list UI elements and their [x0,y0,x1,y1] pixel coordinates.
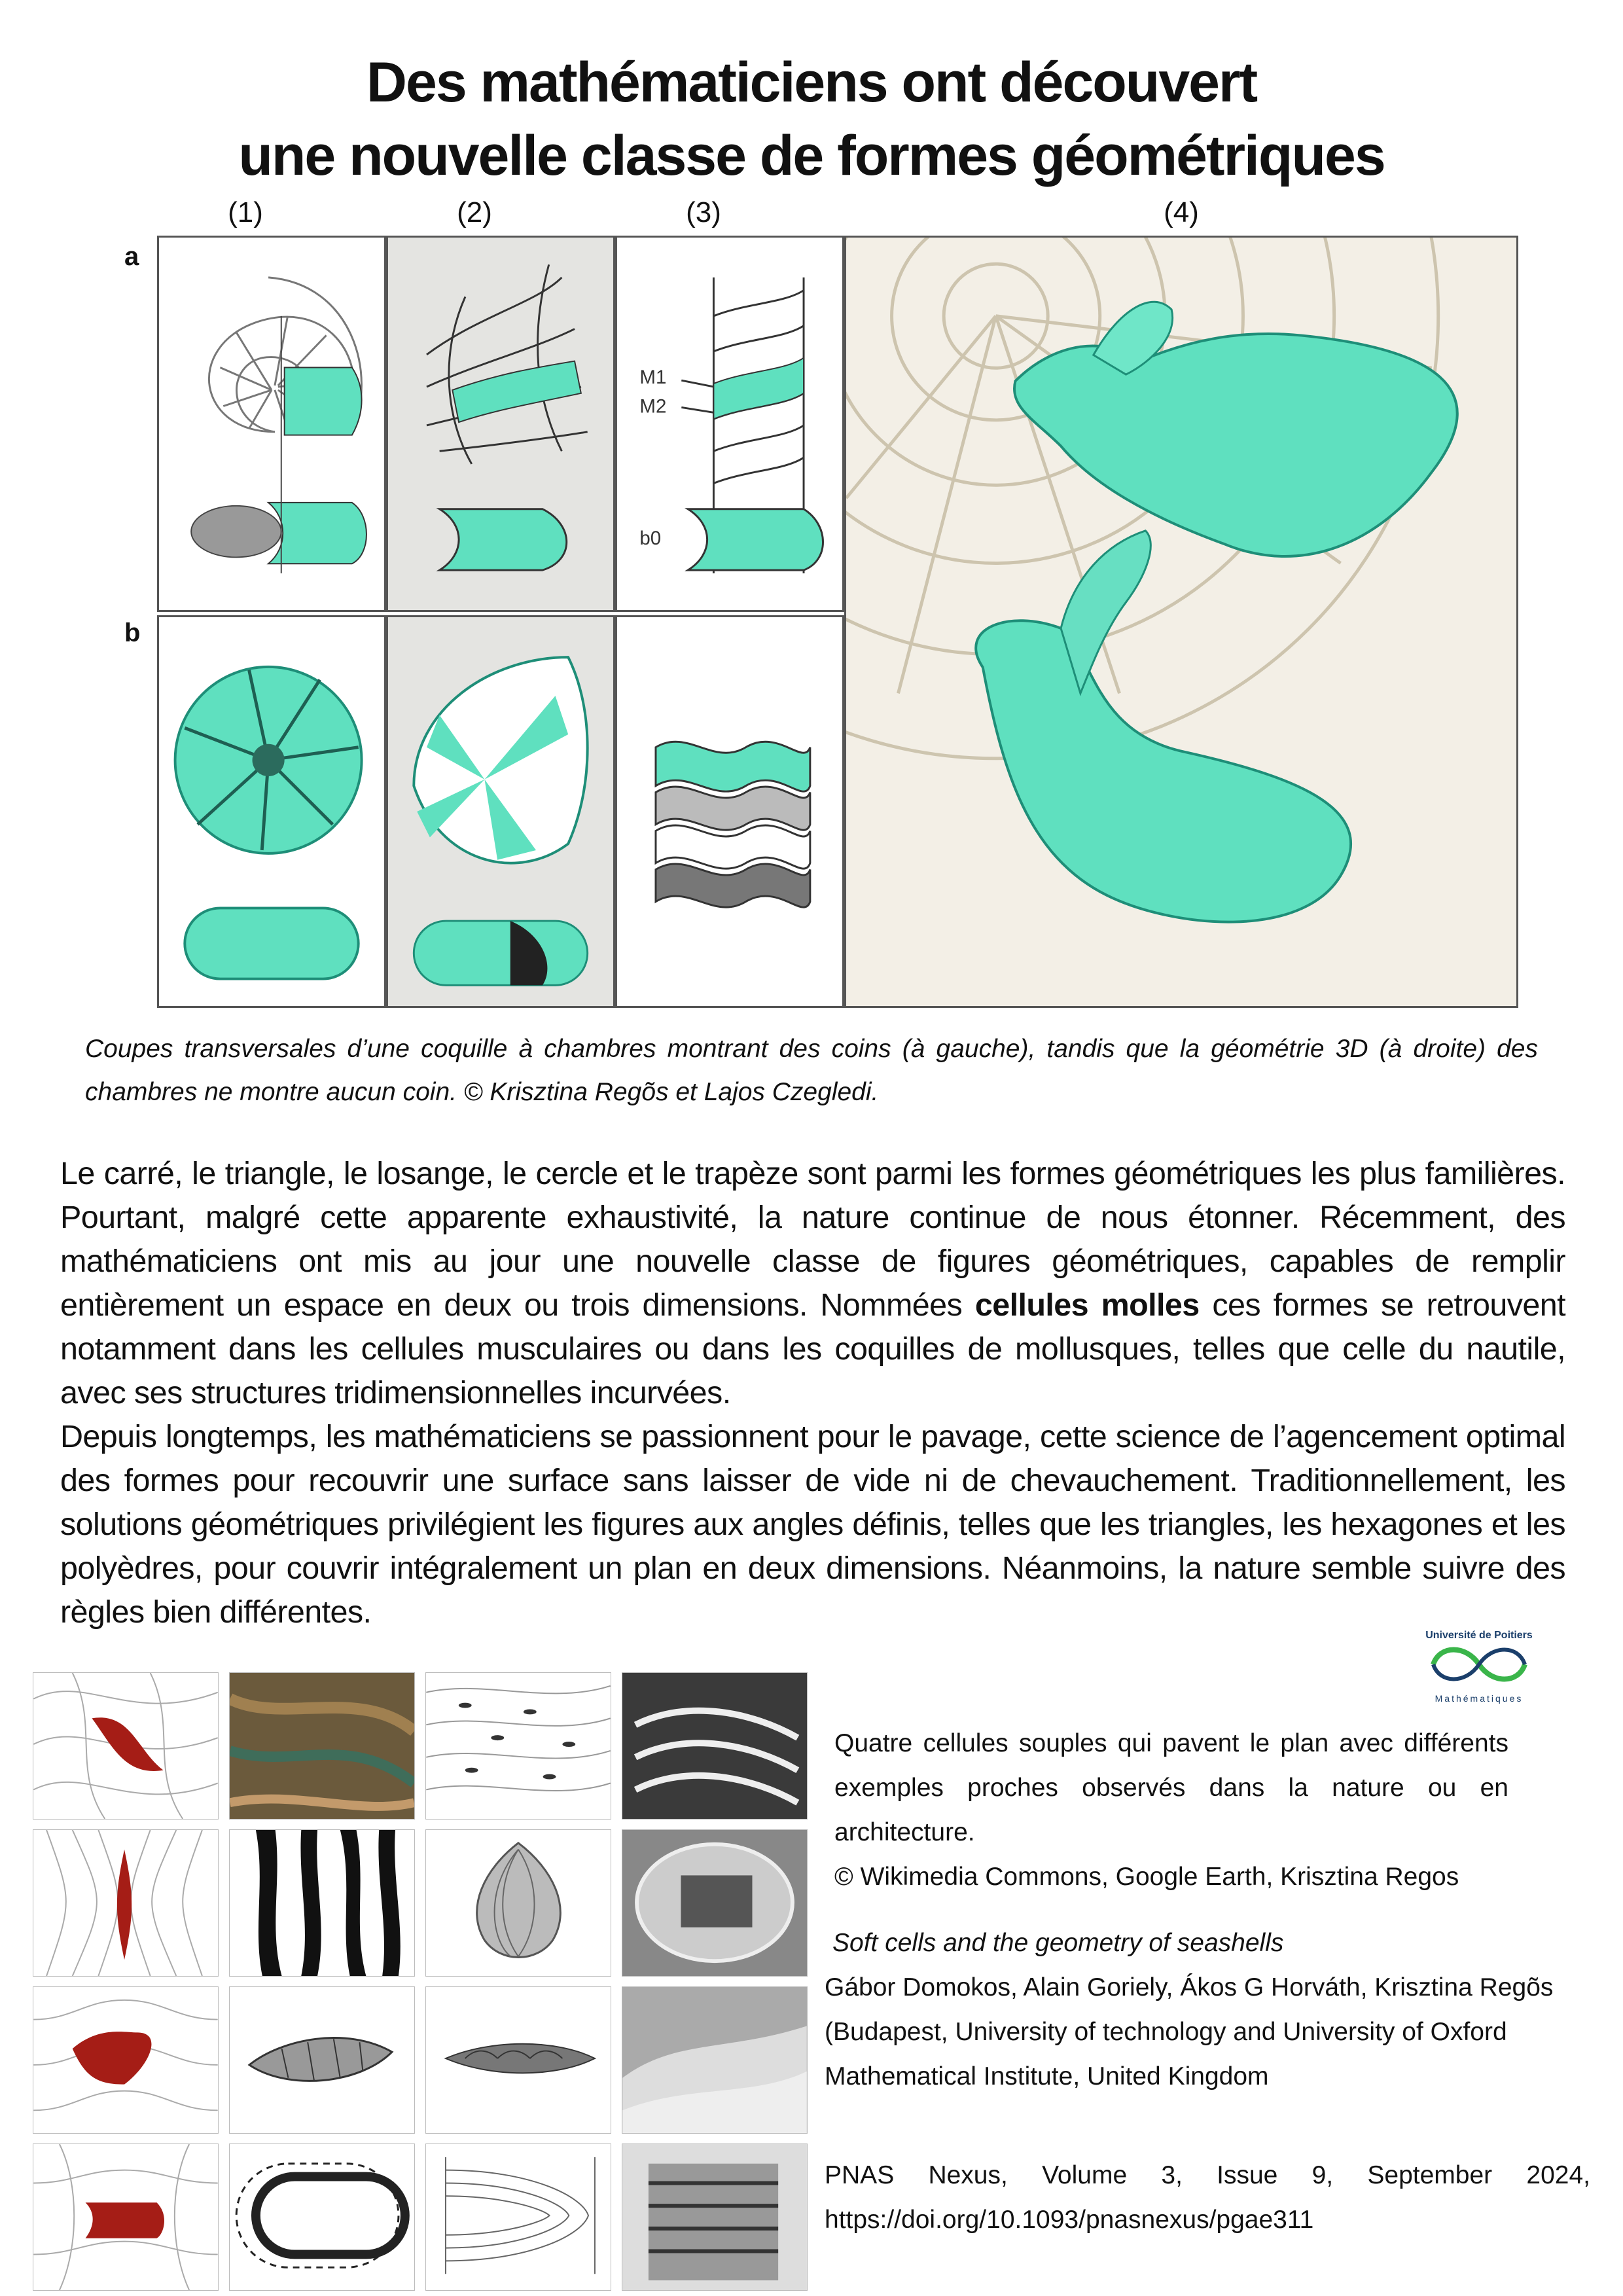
paragraph-1 [60,1152,1565,1415]
thumb-cell-diagram [229,2144,415,2291]
panel-b2-shell-3d [386,615,615,1008]
page-title [0,46,1623,192]
panel-b1-shell-3d [157,615,386,1008]
reference-block [825,1921,1590,2099]
thumb-soft-cell-tiling-2 [33,1829,219,1977]
panel-a3-chamber-sequence [615,236,844,612]
nautilus-section-drawing [159,238,384,610]
tiling-credits: © Wikimedia Commons, Google Earth, Krisztina Regos [834,1863,1459,1891]
figure-caption: Coupes transversales d’une coquille à chambres montrant des coins (à gauche), tandis que la géométrie 3D (à droite) des chambres ne montre aucun coin. © Krisztina Regõs et Lajos Czegledi. [85,1035,1538,1106]
thumb-satellite-delta [229,1672,415,1820]
thumb-soft-cell-tiling-4 [33,2144,219,2291]
tiling-caption-text: Quatre cellules souples qui pavent le plan avec différents exemples proches observés dans la nature ou en architecture. [834,1729,1508,1846]
thumb-dunes [622,1986,808,2134]
thumb-onion [425,1829,611,1977]
thumb-building [622,2144,808,2291]
reference-authors: Gábor Domokos, Alain Goriely, Ákos G Horváth, Krisztina Regõs [825,1973,1554,2001]
reference-title: Soft cells and the geometry of seashells [832,1929,1284,1957]
label-b0: b0 [639,527,662,549]
shell-figure [105,196,1518,1008]
thumb-cell-pattern [425,1672,611,1820]
thumb-zebra [229,1829,415,1977]
thumb-soft-cell-tiling-1 [33,1672,219,1820]
chamber-curves-drawing [388,238,613,610]
paragraph-2: Depuis longtemps, les mathématiciens se passionnent pour le pavage, cette science de l’agencement optimal des formes pour recouvrir une surface sans laisser de vide ni de chevauchement. Traditionnellement, les solutions géométriques privilégient les figures aux angles définis, telles que les triangles, les hexagones et les polyèdres, pour couvrir intégralement un plan en deux dimensions. Néanmoins, la nature semble suivre des règles bien différentes. [60,1419,1565,1630]
thumb-seashell [229,1986,415,2134]
thumb-stadium [622,1829,808,1977]
reference-affiliation: (Budapest, University of technology and University of Oxford Mathematical Institute, United Kingdom [825,2018,1507,2090]
row-label-b: b [124,619,141,647]
article-body [60,1152,1565,1634]
stacked-cells-render [617,617,842,1006]
title-line-1: Des mathématiciens ont découvert [366,51,1257,114]
logo-bottom-text: Mathématiques [1435,1693,1524,1704]
label-m2: M2 [639,395,667,418]
paragraph-1-end: ces formes se retrouvent notamment dans les cellules musculaires ou dans les coquilles de mollusques, telles que celle du nautile, avec ses structures tridimensionnelles incurvées. [60,1287,1565,1410]
tiling-examples-grid [33,1672,812,2291]
tiling-caption [834,1721,1508,1899]
panel-a2-chamber-curves [386,236,615,612]
panel-label-3: (3) [686,196,721,228]
thumb-wheat [425,1986,611,2134]
label-m1: M1 [639,367,667,389]
panel-label-4: (4) [1164,196,1199,228]
logo-top-text: Université de Poitiers [1425,1630,1533,1641]
highlight-term: cellules molles [974,1287,1200,1323]
panel-4-soft-cell-3d [844,236,1518,1008]
panel-a1-nautilus-section [157,236,386,612]
panel-b3-stacked-cells [615,615,844,1008]
paragraph-1-start: Le carré, le triangle, le losange, le cercle et le trapèze sont parmi les formes géométriques les plus familières. Pourtant, malgré cette apparente exhaustivité, la nature continue de nous étonner. Récemment, des mathématiciens ont mis au jour une nouvelle classe de figures géométriques, capables de remplir entièrement un espace en deux ou trois dimensions. Nommées [60,1156,1565,1323]
university-logo [1420,1630,1538,1721]
soft-cell-3d-render [846,238,1516,1006]
chamber-sequence-drawing [617,238,842,610]
title-line-2: une nouvelle classe de formes géométriques [238,124,1385,187]
row-label-a: a [124,242,139,271]
panel-label-1: (1) [228,196,263,228]
shell-swirl-render [388,617,613,1006]
reference-journal: PNAS Nexus, Volume 3, Issue 9, September 2024, https://doi.org/10.1093/pnasnexus/pgae311 [825,2161,1590,2234]
thumb-curve-plot [425,2144,611,2291]
panel-label-2: (2) [457,196,492,228]
nautilus-3d-render [159,617,384,1006]
logo-alpha-mu-icon [1427,1641,1531,1687]
thumb-soft-cell-tiling-3 [33,1986,219,2134]
thumb-architecture-1 [622,1672,808,1820]
